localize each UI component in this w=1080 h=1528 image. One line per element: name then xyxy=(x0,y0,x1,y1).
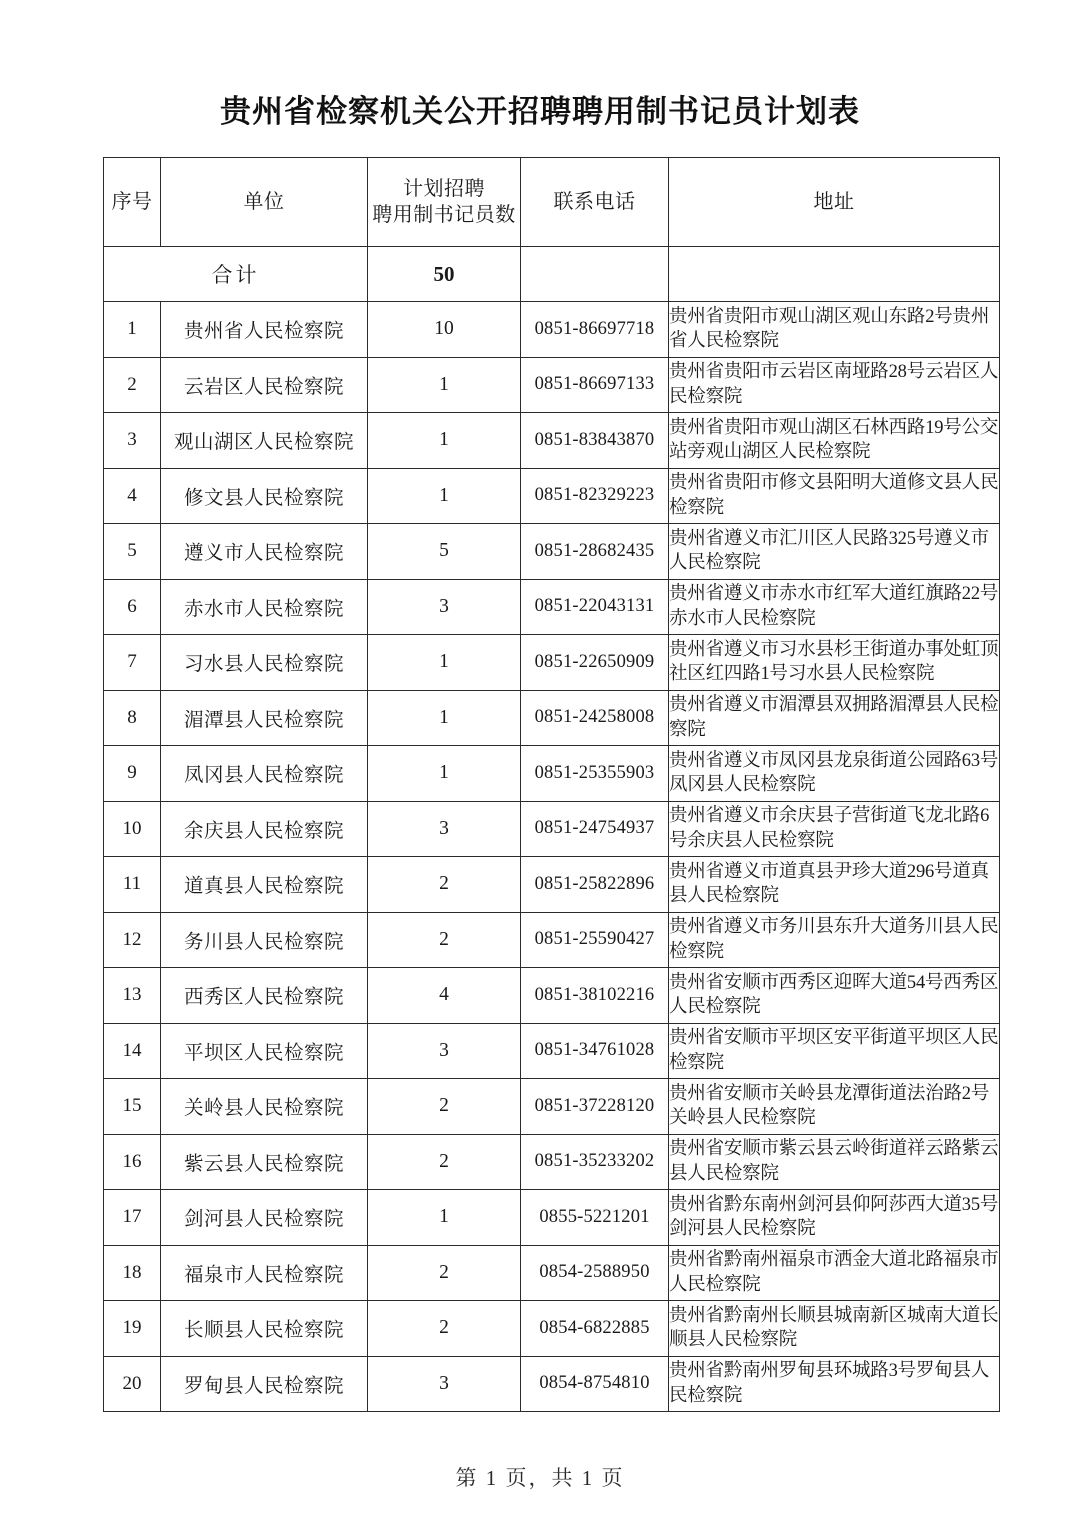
cell-address: 贵州省安顺市西秀区迎晖大道54号西秀区人民检察院 xyxy=(669,968,1000,1024)
cell-index: 12 xyxy=(104,912,161,968)
cell-index: 7 xyxy=(104,635,161,691)
cell-count: 1 xyxy=(368,413,521,469)
cell-unit: 关岭县人民检察院 xyxy=(161,1079,368,1135)
cell-phone: 0851-22043131 xyxy=(521,579,669,635)
cell-address: 贵州省安顺市紫云县云岭街道祥云路紫云县人民检察院 xyxy=(669,1134,1000,1190)
cell-unit: 罗甸县人民检察院 xyxy=(161,1356,368,1412)
table-row xyxy=(104,1134,1000,1190)
cell-count: 3 xyxy=(368,1356,521,1412)
cell-phone: 0851-22650909 xyxy=(521,635,669,691)
cell-address: 贵州省贵阳市修文县阳明大道修文县人民检察院 xyxy=(669,468,1000,524)
cell-phone: 0851-83843870 xyxy=(521,413,669,469)
table-header-row xyxy=(104,158,1000,247)
cell-phone: 0851-82329223 xyxy=(521,468,669,524)
cell-count: 1 xyxy=(368,690,521,746)
cell-phone: 0851-86697718 xyxy=(521,302,669,358)
cell-count: 2 xyxy=(368,1134,521,1190)
cell-count: 1 xyxy=(368,746,521,802)
cell-count: 4 xyxy=(368,968,521,1024)
cell-index: 5 xyxy=(104,524,161,580)
cell-address: 贵州省遵义市湄潭县双拥路湄潭县人民检察院 xyxy=(669,690,1000,746)
cell-phone: 0854-8754810 xyxy=(521,1356,669,1412)
cell-count: 10 xyxy=(368,302,521,358)
cell-index: 17 xyxy=(104,1190,161,1246)
total-count: 50 xyxy=(368,247,521,302)
table-row xyxy=(104,302,1000,358)
cell-phone: 0851-37228120 xyxy=(521,1079,669,1135)
cell-count: 2 xyxy=(368,912,521,968)
table-row xyxy=(104,468,1000,524)
cell-unit: 贵州省人民检察院 xyxy=(161,302,368,358)
cell-phone: 0851-25822896 xyxy=(521,857,669,913)
column-header-phone: 联系电话 xyxy=(521,158,669,247)
table-header xyxy=(104,158,1000,247)
cell-address: 贵州省遵义市汇川区人民路325号遵义市人民检察院 xyxy=(669,524,1000,580)
recruitment-plan-table-container xyxy=(103,157,999,1412)
column-header-address: 地址 xyxy=(669,158,1000,247)
table-row xyxy=(104,801,1000,857)
cell-unit: 长顺县人民检察院 xyxy=(161,1301,368,1357)
cell-unit: 紫云县人民检察院 xyxy=(161,1134,368,1190)
cell-unit: 福泉市人民检察院 xyxy=(161,1245,368,1301)
cell-address: 贵州省贵阳市观山湖区石林西路19号公交站旁观山湖区人民检察院 xyxy=(669,413,1000,469)
cell-unit: 观山湖区人民检察院 xyxy=(161,413,368,469)
cell-unit: 平坝区人民检察院 xyxy=(161,1023,368,1079)
cell-phone: 0851-38102216 xyxy=(521,968,669,1024)
cell-address: 贵州省遵义市赤水市红军大道红旗路22号赤水市人民检察院 xyxy=(669,579,1000,635)
cell-count: 2 xyxy=(368,1079,521,1135)
cell-index: 1 xyxy=(104,302,161,358)
table-total-row xyxy=(104,247,1000,302)
cell-unit: 余庆县人民检察院 xyxy=(161,801,368,857)
cell-index: 3 xyxy=(104,413,161,469)
table-row xyxy=(104,1301,1000,1357)
cell-unit: 剑河县人民检察院 xyxy=(161,1190,368,1246)
cell-index: 9 xyxy=(104,746,161,802)
cell-unit: 湄潭县人民检察院 xyxy=(161,690,368,746)
table-row xyxy=(104,1356,1000,1412)
cell-index: 14 xyxy=(104,1023,161,1079)
page-footer: 第 1 页，共 1 页 xyxy=(455,1466,625,1490)
table-row xyxy=(104,857,1000,913)
table-row xyxy=(104,579,1000,635)
cell-count: 2 xyxy=(368,1245,521,1301)
cell-count: 1 xyxy=(368,635,521,691)
cell-index: 6 xyxy=(104,579,161,635)
cell-address: 贵州省黔南州长顺县城南新区城南大道长顺县人民检察院 xyxy=(669,1301,1000,1357)
total-label: 合计 xyxy=(104,247,368,302)
cell-unit: 道真县人民检察院 xyxy=(161,857,368,913)
cell-index: 10 xyxy=(104,801,161,857)
cell-phone: 0855-5221201 xyxy=(521,1190,669,1246)
cell-phone: 0851-25590427 xyxy=(521,912,669,968)
table-row xyxy=(104,968,1000,1024)
cell-unit: 云岩区人民检察院 xyxy=(161,357,368,413)
total-phone xyxy=(521,247,669,302)
cell-address: 贵州省遵义市凤冈县龙泉街道公园路63号凤冈县人民检察院 xyxy=(669,746,1000,802)
cell-address: 贵州省遵义市务川县东升大道务川县人民检察院 xyxy=(669,912,1000,968)
cell-unit: 西秀区人民检察院 xyxy=(161,968,368,1024)
cell-count: 3 xyxy=(368,801,521,857)
cell-count: 2 xyxy=(368,857,521,913)
table-row xyxy=(104,1190,1000,1246)
cell-phone: 0851-25355903 xyxy=(521,746,669,802)
cell-unit: 赤水市人民检察院 xyxy=(161,579,368,635)
cell-phone: 0851-24258008 xyxy=(521,690,669,746)
cell-index: 8 xyxy=(104,690,161,746)
cell-index: 4 xyxy=(104,468,161,524)
cell-unit: 习水县人民检察院 xyxy=(161,635,368,691)
recruitment-plan-table xyxy=(103,157,1000,1412)
cell-index: 13 xyxy=(104,968,161,1024)
cell-address: 贵州省黔东南州剑河县仰阿莎西大道35号剑河县人民检察院 xyxy=(669,1190,1000,1246)
cell-index: 20 xyxy=(104,1356,161,1412)
table-row xyxy=(104,413,1000,469)
cell-count: 1 xyxy=(368,1190,521,1246)
cell-address: 贵州省遵义市道真县尹珍大道296号道真县人民检察院 xyxy=(669,857,1000,913)
cell-index: 18 xyxy=(104,1245,161,1301)
cell-address: 贵州省黔南州福泉市洒金大道北路福泉市人民检察院 xyxy=(669,1245,1000,1301)
total-address xyxy=(669,247,1000,302)
cell-unit: 修文县人民检察院 xyxy=(161,468,368,524)
cell-address: 贵州省贵阳市云岩区南垭路28号云岩区人民检察院 xyxy=(669,357,1000,413)
cell-unit: 务川县人民检察院 xyxy=(161,912,368,968)
table-row xyxy=(104,357,1000,413)
cell-address: 贵州省遵义市余庆县子营街道飞龙北路6号余庆县人民检察院 xyxy=(669,801,1000,857)
cell-count: 3 xyxy=(368,579,521,635)
cell-count: 3 xyxy=(368,1023,521,1079)
table-row xyxy=(104,1079,1000,1135)
cell-address: 贵州省安顺市平坝区安平街道平坝区人民检察院 xyxy=(669,1023,1000,1079)
cell-unit: 凤冈县人民检察院 xyxy=(161,746,368,802)
cell-index: 16 xyxy=(104,1134,161,1190)
column-header-unit: 单位 xyxy=(161,158,368,247)
cell-phone: 0851-34761028 xyxy=(521,1023,669,1079)
table-row xyxy=(104,912,1000,968)
column-header-count xyxy=(368,158,521,247)
table-row xyxy=(104,746,1000,802)
cell-address: 贵州省安顺市关岭县龙潭街道法治路2号关岭县人民检察院 xyxy=(669,1079,1000,1135)
cell-unit: 遵义市人民检察院 xyxy=(161,524,368,580)
cell-index: 11 xyxy=(104,857,161,913)
cell-count: 2 xyxy=(368,1301,521,1357)
column-header-count-line1: 计划招聘 xyxy=(403,177,485,200)
table-row xyxy=(104,635,1000,691)
cell-count: 1 xyxy=(368,468,521,524)
cell-phone: 0851-28682435 xyxy=(521,524,669,580)
cell-index: 19 xyxy=(104,1301,161,1357)
column-header-index: 序号 xyxy=(104,158,161,247)
cell-phone: 0854-6822885 xyxy=(521,1301,669,1357)
cell-address: 贵州省遵义市习水县杉王街道办事处虹顶社区红四路1号习水县人民检察院 xyxy=(669,635,1000,691)
table-row xyxy=(104,1023,1000,1079)
table-body xyxy=(104,247,1000,1412)
cell-phone: 0851-35233202 xyxy=(521,1134,669,1190)
cell-count: 1 xyxy=(368,357,521,413)
cell-index: 2 xyxy=(104,357,161,413)
cell-phone: 0851-24754937 xyxy=(521,801,669,857)
cell-phone: 0854-2588950 xyxy=(521,1245,669,1301)
table-row xyxy=(104,524,1000,580)
cell-count: 5 xyxy=(368,524,521,580)
table-row xyxy=(104,690,1000,746)
table-row xyxy=(104,1245,1000,1301)
page-title: 贵州省检察机关公开招聘聘用制书记员计划表 xyxy=(220,94,860,129)
cell-address: 贵州省黔南州罗甸县环城路3号罗甸县人民检察院 xyxy=(669,1356,1000,1412)
cell-phone: 0851-86697133 xyxy=(521,357,669,413)
column-header-count-line2: 聘用制书记员数 xyxy=(372,204,516,226)
cell-index: 15 xyxy=(104,1079,161,1135)
cell-address: 贵州省贵阳市观山湖区观山东路2号贵州省人民检察院 xyxy=(669,302,1000,358)
